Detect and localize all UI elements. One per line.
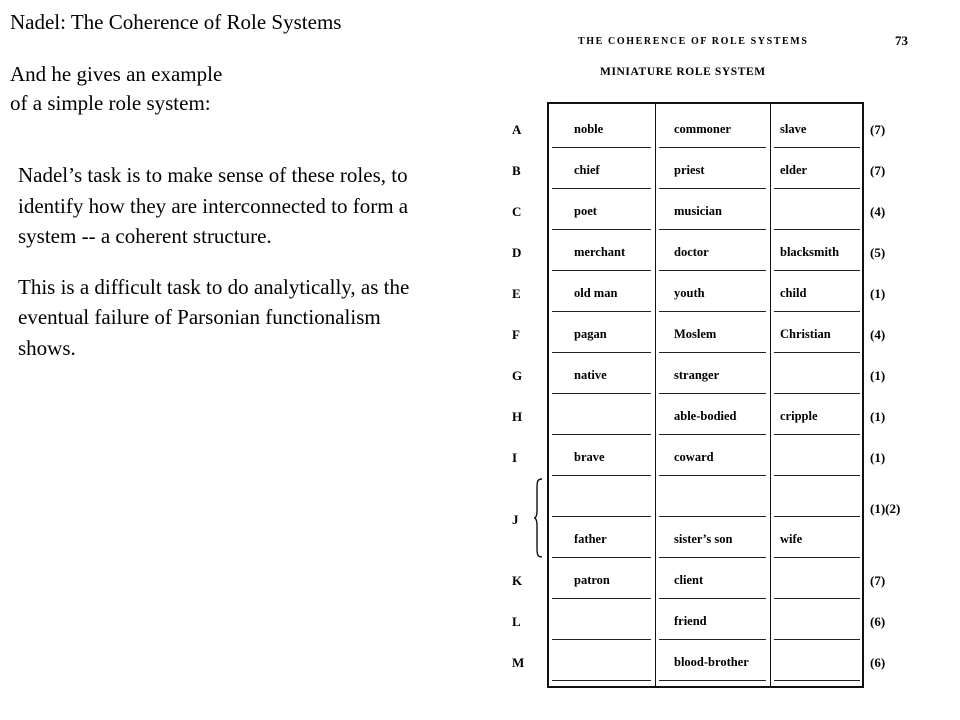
role-cell: elder — [780, 163, 808, 177]
row-rule — [659, 188, 766, 189]
row-count: (7) — [870, 122, 886, 137]
row-letter: G — [512, 368, 523, 383]
row-rule — [552, 352, 651, 353]
row-letter: E — [512, 286, 521, 301]
role-cell: able-bodied — [674, 409, 737, 423]
role-cell: chief — [574, 163, 600, 177]
row-count: (4) — [870, 204, 886, 219]
row-rule — [659, 516, 766, 517]
row-rule — [552, 598, 651, 599]
row-rule — [774, 270, 860, 271]
bracket-brace-icon — [533, 478, 543, 558]
role-cell: noble — [574, 122, 604, 136]
role-cell: wife — [780, 532, 803, 546]
row-count: (4) — [870, 327, 886, 342]
row-rule — [774, 680, 860, 681]
intro-line: of a simple role system: — [10, 91, 211, 115]
role-cell: old man — [574, 286, 618, 300]
row-rule — [774, 475, 860, 476]
row-rule — [659, 147, 766, 148]
role-cell: father — [574, 532, 607, 546]
row-rule — [774, 516, 860, 517]
role-cell: brave — [574, 450, 605, 464]
role-cell: musician — [674, 204, 722, 218]
row-count: (1)(2) — [870, 501, 901, 516]
intro-line: And he gives an example — [10, 62, 223, 86]
role-cell: pagan — [574, 327, 607, 341]
row-count: (1) — [870, 286, 886, 301]
row-rule — [774, 639, 860, 640]
row-letter: L — [512, 614, 521, 629]
row-letter: H — [512, 409, 523, 424]
row-rule — [659, 557, 766, 558]
role-cell: client — [674, 573, 704, 587]
role-cell: Moslem — [674, 327, 717, 341]
role-cell: doctor — [674, 245, 709, 259]
role-cell: sister’s son — [674, 532, 733, 546]
row-rule — [774, 311, 860, 312]
row-letter: A — [512, 122, 522, 137]
role-cell: merchant — [574, 245, 626, 259]
row-rule — [659, 270, 766, 271]
role-cell: youth — [674, 286, 705, 300]
role-cell: coward — [674, 450, 714, 464]
row-letter: F — [512, 327, 520, 342]
row-rule — [552, 475, 651, 476]
row-rule — [774, 434, 860, 435]
row-count: (1) — [870, 450, 886, 465]
row-letter: D — [512, 245, 522, 260]
role-table-frame — [547, 102, 864, 688]
row-rule — [659, 680, 766, 681]
row-letter: J — [512, 512, 519, 527]
role-cell: priest — [674, 163, 705, 177]
role-cell: cripple — [780, 409, 818, 423]
table-title: MINIATURE ROLE SYSTEM — [600, 66, 766, 78]
row-rule — [552, 680, 651, 681]
row-count: (7) — [870, 573, 886, 588]
row-count: (5) — [870, 245, 886, 260]
row-rule — [552, 393, 651, 394]
column-divider — [770, 102, 771, 688]
row-rule — [552, 434, 651, 435]
role-cell: blood-brother — [674, 655, 749, 669]
row-letter: I — [512, 450, 518, 465]
row-rule — [552, 229, 651, 230]
row-letter: B — [512, 163, 521, 178]
body-text — [18, 160, 438, 363]
role-cell: commoner — [674, 122, 731, 136]
slide-title: Nadel: The Coherence of Role Systems — [10, 10, 342, 34]
row-rule — [659, 475, 766, 476]
column-divider — [655, 102, 656, 688]
row-letter: K — [512, 573, 523, 588]
role-cell: native — [574, 368, 607, 382]
role-cell: Christian — [780, 327, 831, 341]
role-cell: blacksmith — [780, 245, 840, 259]
row-rule — [659, 598, 766, 599]
row-letter: C — [512, 204, 522, 219]
row-rule — [774, 557, 860, 558]
row-count: (7) — [870, 163, 886, 178]
row-letter: M — [512, 655, 525, 670]
row-count: (6) — [870, 614, 886, 629]
row-rule — [552, 270, 651, 271]
row-rule — [552, 639, 651, 640]
row-rule — [659, 229, 766, 230]
paragraph-difficulty: This is a difficult task to do analytically, as the eventual failure of Parsonian functionalism shows. — [18, 274, 410, 360]
row-rule — [774, 352, 860, 353]
running-head-text: THE COHERENCE OF ROLE SYSTEMS — [578, 36, 809, 47]
page-number: 73 — [895, 33, 908, 48]
row-count: (1) — [870, 368, 886, 383]
row-rule — [552, 188, 651, 189]
row-rule — [552, 311, 651, 312]
row-rule — [774, 598, 860, 599]
row-rule — [774, 147, 860, 148]
row-rule — [552, 516, 651, 517]
row-rule — [659, 352, 766, 353]
role-cell: patron — [574, 573, 610, 587]
role-cell: child — [780, 286, 807, 300]
row-rule — [659, 311, 766, 312]
paragraph-task: Nadel’s task is to make sense of these roles, to identify how they are interconnected to form a system -- a coherent structure. — [18, 163, 409, 248]
row-rule — [552, 557, 651, 558]
row-rule — [774, 393, 860, 394]
role-cell: stranger — [674, 368, 720, 382]
role-cell: slave — [780, 122, 807, 136]
row-count: (6) — [870, 655, 886, 670]
row-rule — [552, 147, 651, 148]
row-rule — [659, 639, 766, 640]
row-rule — [774, 188, 860, 189]
row-count: (1) — [870, 409, 886, 424]
row-rule — [659, 434, 766, 435]
role-cell: friend — [674, 614, 707, 628]
intro-text — [10, 60, 222, 118]
role-cell: poet — [574, 204, 597, 218]
book-running-head — [578, 33, 908, 48]
row-rule — [774, 229, 860, 230]
row-rule — [659, 393, 766, 394]
